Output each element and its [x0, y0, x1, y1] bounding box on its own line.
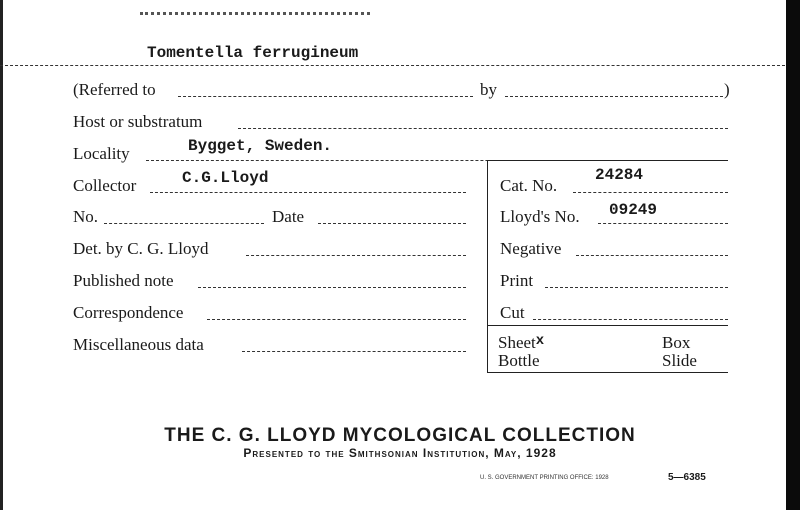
box-left-border	[487, 160, 488, 372]
misc-data-label: Miscellaneous data	[73, 335, 204, 354]
referred-to-line	[178, 96, 473, 97]
box-divider	[487, 325, 728, 326]
no-label: No.	[73, 207, 99, 226]
print-label: Print	[500, 271, 534, 290]
lloyds-no-line	[598, 223, 728, 224]
negative-label: Negative	[500, 239, 562, 258]
collector-label: Collector	[73, 176, 137, 195]
sheet-label-text: Sheet	[498, 333, 536, 352]
box-bottom-border	[487, 372, 728, 373]
lloyds-no-label: Lloyd's No.	[500, 207, 580, 226]
lloyds-no-value: 09249	[609, 201, 658, 219]
no-line	[104, 223, 264, 224]
cut-line	[533, 319, 728, 320]
box-label: Box	[662, 333, 691, 352]
collector-line	[150, 192, 466, 193]
referred-to-label: (Referred to	[73, 80, 156, 99]
top-specks	[140, 12, 370, 18]
sheet-label	[498, 333, 544, 353]
collection-subtitle: Presented to the Smithsonian Institution, May, 1928	[243, 446, 557, 460]
sheet-checkmark: x	[535, 333, 545, 349]
host-line	[238, 128, 728, 129]
correspondence-label: Correspondence	[73, 303, 184, 322]
locality-label: Locality	[73, 144, 130, 163]
published-note-line	[198, 287, 466, 288]
negative-line	[576, 255, 728, 256]
species-name: Tomentella ferrugineum	[147, 44, 359, 62]
collector-value: C.G.Lloyd	[182, 169, 269, 187]
print-line	[545, 287, 728, 288]
published-note-label: Published note	[73, 271, 174, 290]
date-line	[318, 223, 466, 224]
by-label: by	[480, 80, 497, 99]
bottle-label: Bottle	[498, 351, 540, 370]
det-by-line	[246, 255, 466, 256]
date-label: Date	[272, 207, 305, 226]
cat-no-line	[573, 192, 728, 193]
box-top-border	[487, 160, 728, 161]
det-by-label: Det. by C. G. Lloyd	[73, 239, 209, 258]
cut-label: Cut	[500, 303, 525, 322]
slide-label: Slide	[662, 351, 697, 370]
host-label: Host or substratum	[73, 112, 203, 131]
species-underline	[0, 65, 785, 66]
close-paren: )	[724, 80, 730, 99]
cat-no-value: 24284	[595, 166, 644, 184]
misc-data-line	[242, 351, 466, 352]
form-number: 5—6385	[668, 472, 706, 483]
collection-title: THE C. G. LLOYD MYCOLOGICAL COLLECTION	[164, 425, 636, 446]
cat-no-label: Cat. No.	[500, 176, 558, 195]
locality-value: Bygget, Sweden.	[188, 137, 333, 155]
by-line	[505, 96, 723, 97]
correspondence-line	[207, 319, 466, 320]
printing-office-note: U. S. GOVERNMENT PRINTING OFFICE: 1928	[480, 475, 609, 481]
